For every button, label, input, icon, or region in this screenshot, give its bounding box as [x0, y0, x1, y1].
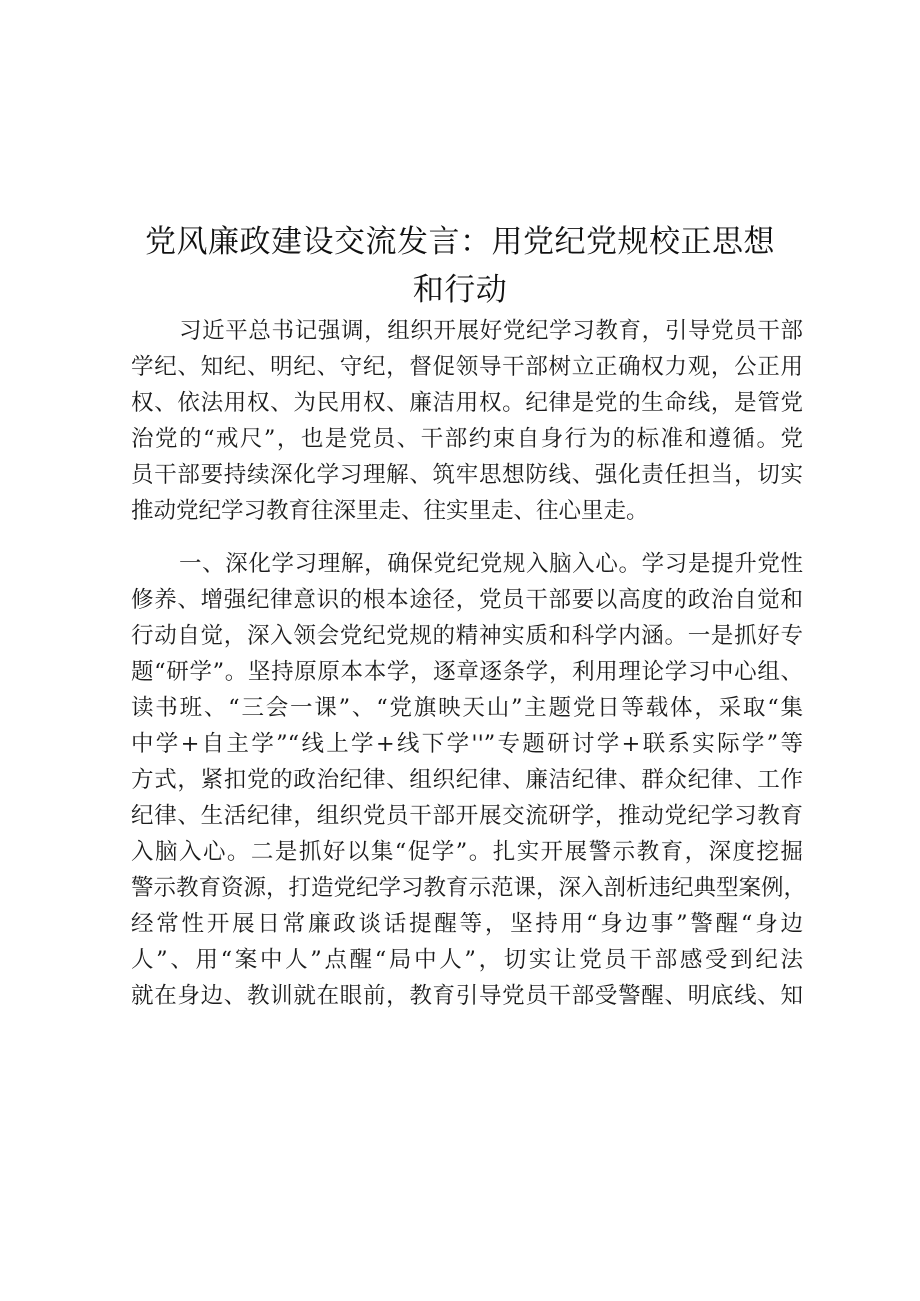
paragraph-line: 读书班、“三会一课”、“党旗映天山”主题党日等载体，采取“集	[131, 695, 803, 721]
title-line-2: 和行动	[412, 272, 508, 308]
paragraph-line: 治党的“戒尺”，也是党员、干部约束自身行为的标准和遵循。党	[131, 426, 803, 452]
paragraph-line: 学纪、知纪、明纪、守纪，督促领导干部树立正确权力观，公正用	[131, 354, 803, 380]
paragraph-line: 员干部要持续深化学习理解、筑牢思想防线、强化责任担当，切实	[131, 462, 803, 488]
paragraph-line: 题“研学”。坚持原原本本学，逐章逐条学，利用理论学习中心组、	[131, 659, 803, 685]
paragraph-line: 行动自觉，深入领会党纪党规的精神实质和科学内涵。一是抓好专	[131, 623, 803, 649]
paragraph-line: 修养、增强纪律意识的根本途径，党员干部要以高度的政治自觉和	[131, 587, 803, 613]
paragraph-intro	[131, 313, 803, 529]
paragraph-line: 推动党纪学习教育往深里走、往实里走、往心里走。	[131, 498, 649, 524]
paragraph-line: 经常性开展日常廉政谈话提醒等，坚持用“身边事”警醒“身边	[131, 911, 803, 937]
document-body	[131, 313, 807, 1014]
paragraph-line: 一、深化学习理解，确保党纪党规入脑入心。学习是提升党性	[179, 551, 803, 577]
title-line-1: 党风廉政建设交流发言：用党纪党规校正思想	[145, 224, 775, 260]
paragraph-line: 中学+自主学”“线上学+线下学''”专题研讨学+联系实际学”等	[131, 731, 803, 757]
paragraph-line: 习近平总书记强调，组织开展好党纪学习教育，引导党员干部	[179, 318, 803, 344]
paragraph-line: 警示教育资源，打造党纪学习教育示范课，深入剖析违纪典型案例，	[131, 875, 807, 901]
document-title	[130, 218, 790, 314]
paragraph-line: 入脑入心。二是抓好以集“促学”。扎实开展警示教育，深度挖掘	[131, 839, 803, 865]
paragraph-spacer	[131, 529, 803, 546]
paragraph-line: 就在身边、教训就在眼前，教育引导党员干部受警醒、明底线、知	[131, 983, 803, 1009]
paragraph-section-one	[131, 546, 807, 1014]
paragraph-line: 人”、用“案中人”点醒“局中人”，切实让党员干部感受到纪法	[131, 947, 803, 973]
paragraph-line: 方式，紧扣党的政治纪律、组织纪律、廉洁纪律、群众纪律、工作	[131, 767, 803, 793]
paragraph-line: 纪律、生活纪律，组织党员干部开展交流研学，推动党纪学习教育	[131, 803, 803, 829]
paragraph-line: 权、依法用权、为民用权、廉洁用权。纪律是党的生命线，是管党	[131, 390, 803, 416]
